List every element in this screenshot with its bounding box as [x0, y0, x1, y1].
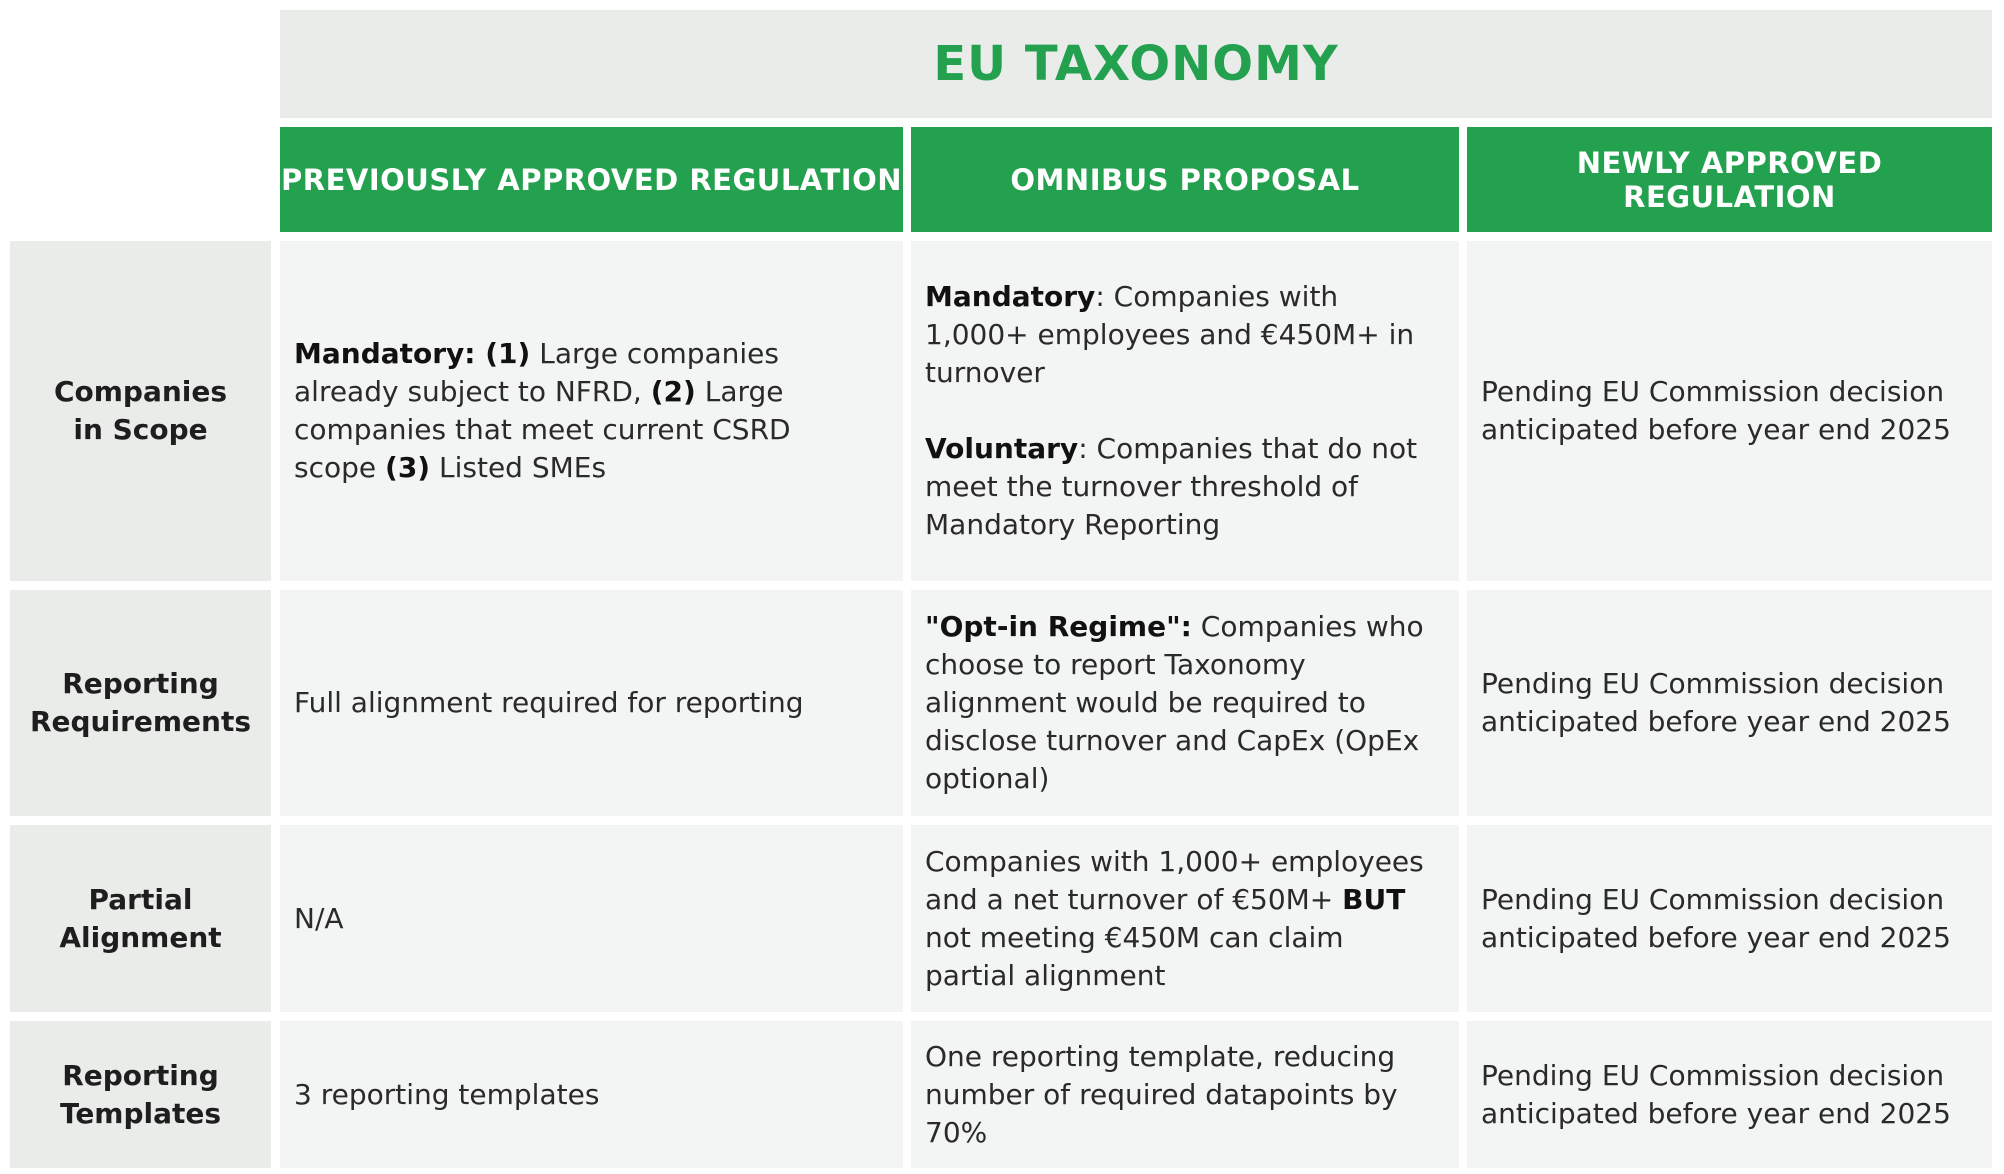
row-label-companies-in-scope	[10, 241, 271, 581]
row-label-line1: Partial	[88, 882, 193, 916]
cell-partial-omnibus: Companies with 1,000+ employees and a net turnover of €50M+ BUT not meeting €450M can claim partial alignment	[911, 825, 1459, 1012]
cell-templates-new: Pending EU Commission decision anticipated before year end 2025	[1467, 1021, 1992, 1168]
row-label-reporting-templates	[10, 1021, 271, 1168]
cell-requirements-previous: Full alignment required for reporting	[280, 590, 903, 816]
row-label-partial-alignment	[10, 825, 271, 1012]
column-header-omnibus: OMNIBUS PROPOSAL	[911, 127, 1459, 232]
column-header-previous: PREVIOUSLY APPROVED REGULATION	[280, 127, 903, 232]
cell-companies-new: Pending EU Commission decision anticipated before year end 2025	[1467, 241, 1992, 581]
cell-templates-previous: 3 reporting templates	[280, 1021, 903, 1168]
row-label-reporting-requirements	[10, 590, 271, 816]
row-label-line1: Companies	[53, 375, 228, 408]
row-label-line2: in Scope	[73, 413, 208, 446]
row-label-line2: Alignment	[59, 920, 222, 954]
cell-companies-omnibus: Mandatory: Companies with 1,000+ employees and €450M+ in turnover Voluntary: Companies that do not meet the turnover threshold of Mandatory Reporting	[911, 241, 1459, 581]
row-label-line1: Reporting	[62, 1058, 219, 1092]
row-label-line2: Requirements	[29, 705, 252, 738]
cell-partial-new: Pending EU Commission decision anticipated before year end 2025	[1467, 825, 1992, 1012]
column-header-new: NEWLY APPROVED REGULATION	[1467, 127, 1992, 232]
cell-requirements-new: Pending EU Commission decision anticipated before year end 2025	[1467, 590, 1992, 816]
row-label-line1: Reporting	[62, 667, 219, 700]
cell-templates-omnibus: One reporting template, reducing number of required datapoints by 70%	[911, 1021, 1459, 1168]
cell-companies-previous: Mandatory: (1) Large companies already subject to NFRD, (2) Large companies that meet current CSRD scope (3) Listed SMEs	[280, 241, 903, 581]
cell-requirements-omnibus: "Opt-in Regime": Companies who choose to report Taxonomy alignment would be required to disclose turnover and CapEx (OpEx optional)	[911, 590, 1459, 816]
page-title: EU TAXONOMY	[280, 10, 1992, 118]
row-label-line2: Templates	[59, 1096, 222, 1130]
cell-partial-previous: N/A	[280, 825, 903, 1012]
